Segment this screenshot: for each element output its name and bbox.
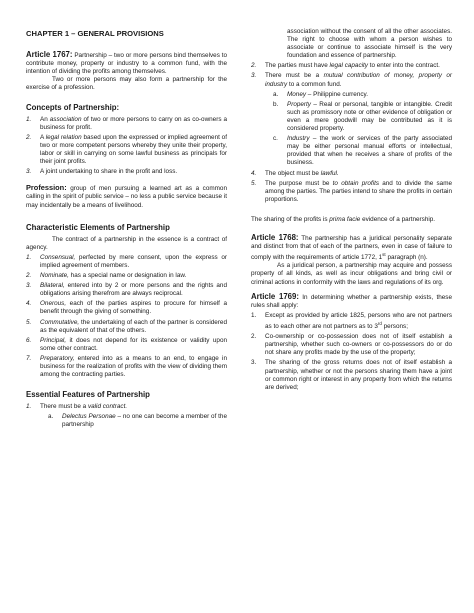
profession-text: group of men pursuing a learned art as a common calling in the spirit of public service – no less a public service because it may incidentally be a means of livelihood. xyxy=(26,185,227,209)
right-column xyxy=(251,28,452,394)
characteristic-item: 5. Commutative, the undertaking of each of the partner is considered as the equivalent of that of the others. xyxy=(26,318,227,334)
essential-item-3: 3. There must be a mutual contribution of money, property or industry to a common fund. xyxy=(251,72,453,88)
profession-label: Profession: xyxy=(26,183,67,193)
rule-item: 1. Except as provided by article 1825, persons who are not partners as to each other are not partners as to 3rd persons; xyxy=(251,311,452,331)
profession-definition xyxy=(26,184,227,209)
characteristics-intro: The contract of a partnership in the essence is a contract of agency. xyxy=(26,235,227,251)
article-1767-para2: Two or more persons may also form a partnership for the exercise of a profession. xyxy=(26,76,227,92)
essential-heading: Essential Features of Partnership xyxy=(26,390,150,400)
left-column xyxy=(26,30,227,432)
chapter-title: CHAPTER 1 – GENERAL PROVISIONS xyxy=(26,29,164,38)
concept-item-2: 2. A legal relation based upon the expressed or implied agreement of two or more competent persons whereby they unite their property, labor or skill in carrying on some lawful business as principals for their joint profits. xyxy=(26,133,227,166)
article-1768: Article 1768: The partnership has a juridical personality separate and distinct from that of each of the partners, even in case of failure to comply with the requirements of article 1772, 1st paragraph (n). xyxy=(251,232,452,262)
contribution-subitem: b. Property – Real or personal, tangible or intangible. Credit such as promissory note or other evidence of obligation or even a mere goodwill may be contributed as it is considered property. xyxy=(273,100,452,133)
essential-item-1: 1. There must be a valid contract. xyxy=(26,403,128,411)
article-1768-para2: As a juridical person, a partnership may acquire and possess property of all kinds, as well as incur obligations and bring civil or criminal actions in conformity with the laws and regulations of its org. xyxy=(251,262,452,286)
characteristic-item: 7. Preparatory, entered into as a means to an end, to engage in business for the realization of profits with the view of dividing them among the contracting parties. xyxy=(26,354,227,379)
essential-item-2: 2. The parties must have legal capacity to enter into the contract. xyxy=(251,62,440,70)
essential-item-5: 5. The purpose must be to obtain profits and to divide the same among the parties. The parties intend to share the profits in certain proportions. xyxy=(251,179,453,203)
characteristic-item: 1. Consensual, perfected by mere consent, upon the express or implied agreement of members. xyxy=(26,253,227,269)
rule-item: 2. Co-ownership or co-possession does not of itself establish a partnership, whether such co-owners or co-possessors do or do not share any profits made by the use of the property; xyxy=(251,333,452,357)
essential-subitem-a: a. Delectus Personae – no one can become a member of the partnership xyxy=(48,413,227,429)
essential-item-4: 4. The object must be lawful. xyxy=(251,169,339,177)
characteristic-item: 3. Bilateral, entered into by 2 or more persons and the rights and obligations arising therefrom are always reciprocal. xyxy=(26,282,227,298)
rule-item: 3. The sharing of the gross returns does not of itself establish a partnership, whether or not the persons sharing them have a joint or common right or interest in any property from which the returns are derived; xyxy=(251,359,452,391)
article-1767-label: Article 1767: xyxy=(26,50,73,60)
article-1769-label: Article 1769: xyxy=(251,291,299,301)
contribution-subitem: a. Money – Philippine currency. xyxy=(273,90,368,98)
article-1768-label: Article 1768: xyxy=(251,232,299,242)
concepts-heading: Concepts of Partnership: xyxy=(26,102,120,112)
characteristics-heading: Characteristic Elements of Partnership xyxy=(26,222,170,232)
profit-sharing-note: The sharing of the profits is prima facie evidence of a partnership. xyxy=(251,215,436,223)
article-1767 xyxy=(26,51,227,76)
characteristic-item: 4. Onerous, each of the parties aspires to procure for himself a benefit through the giving of something. xyxy=(26,300,227,316)
contribution-subitem: c. Industry – the work or services of the party associated may be either personal manual efforts or intellectual, provided that when he receives a share of profits of the business. xyxy=(273,135,452,167)
essential-subitem-a-continued: association without the consent of all the other associates. The right to choose with whom a person wishes to associate or continue to associate himself is the very foundation and essence of partnership. xyxy=(287,28,452,60)
concept-item-1: 1. An association of two or more persons to carry on as co-owners a business for profit. xyxy=(26,115,227,131)
characteristic-item: 2. Nominate, has a special name or designation in law. xyxy=(26,272,187,280)
article-1769: Article 1769: In determining whether a partnership exists, these rules shall apply: xyxy=(251,291,453,309)
concept-item-3: 3. A joint undertaking to share in the profit and loss. xyxy=(26,168,178,176)
article-1767-text: Partnership – two or more persons bind themselves to contribute money, property or industry to a common fund, with the intention of dividing the profits among themselves. xyxy=(26,52,228,76)
characteristic-item: 6. Principal, it does not depend for its existence or validity upon some other contract. xyxy=(26,336,227,352)
